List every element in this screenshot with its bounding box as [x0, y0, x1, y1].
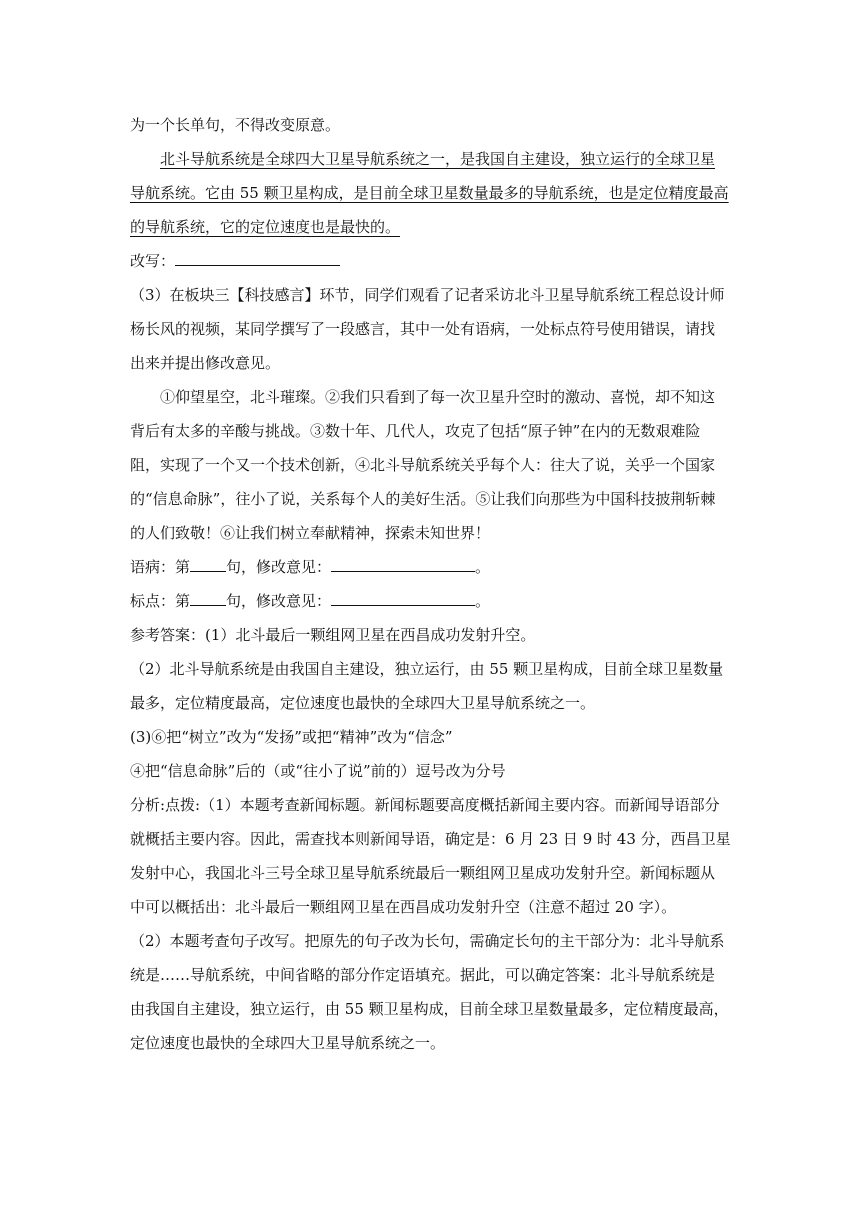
answer-line-2: （2）北斗导航系统是由我国自主建设，独立运行，由 55 颗卫星构成，目前全球卫星数量: [130, 660, 724, 678]
analysis-line-4: 中可以概括出：北斗最后一颗组网卫星在西昌成功发射升空（注意不超过 20 字）。: [130, 898, 677, 916]
grammar-mid: 句，修改意见：: [226, 558, 332, 576]
punct-end: 。: [475, 592, 491, 610]
essay-line-1: ①仰望星空，北斗璀璨。②我们只看到了每一次卫星升空时的激动、喜悦，却不知这: [160, 388, 716, 406]
answer-line-4: (3)⑥把“树立”改为“发扬”或把“精神”改为“信念”: [130, 728, 453, 746]
punct-sentence-blank[interactable]: [190, 591, 226, 606]
analysis-line-7: 由我国自主建设，独立运行，由 55 颗卫星构成，目前全球卫星数量最多，定位精度最高，: [130, 1000, 729, 1018]
grammar-opinion-blank[interactable]: [331, 557, 475, 572]
analysis-line-6: 统是……导航系统，中间省略的部分作定语填充。据此，可以确定答案：北斗导航系统是: [130, 966, 716, 984]
answer-line-1: 参考答案：(1）北斗最后一颗组网卫星在西昌成功发射升空。: [130, 626, 536, 644]
punct-mid: 句，修改意见：: [226, 592, 332, 610]
grammar-fill-line: [130, 550, 740, 584]
essay-line-2: 背后有太多的辛酸与挑战。③数十年、几代人，攻克了包括“原子钟”在内的无数艰难险: [130, 422, 701, 440]
analysis-line-2: 就概括主要内容。因此，需查找本则新闻导语，确定是：6 月 23 日 9 时 43 分，西昌卫星: [130, 830, 731, 848]
document-body: [130, 108, 740, 1060]
answer-line-3: 最多，定位精度最高，定位速度也最快的全球四大卫星导航系统之一。: [130, 694, 596, 712]
punct-pre: 标点：第: [130, 592, 191, 610]
question-3-line-3: 出来并提出修改意见。: [130, 354, 281, 372]
punct-opinion-blank[interactable]: [331, 591, 475, 606]
rewrite-blank[interactable]: [175, 251, 340, 266]
essay-line-4: 的“信息命脉”，往小了说，关系每个人的美好生活。⑤让我们向那些为中国科技披荆斩棘: [130, 490, 716, 508]
grammar-pre: 语病：第: [130, 558, 191, 576]
question-3-line-1: （3）在板块三【科技感言】环节，同学们观看了记者采访北斗卫星导航系统工程总设计师: [130, 286, 725, 304]
essay-line-5: 的人们致敬！⑥让我们树立奉献精神，探索未知世界！: [130, 524, 491, 542]
passage-line-2: 导航系统。它由 55 颗卫星构成，是目前全球卫星数量最多的导航系统，也是定位精度最高: [130, 184, 729, 202]
analysis-line-5: （2）本题考查句子改写。把原先的句子改为长句，需确定长句的主干部分为：北斗导航系: [130, 932, 725, 950]
analysis-line-8: 定位速度也最快的全球四大卫星导航系统之一。: [130, 1034, 446, 1052]
analysis-line-1: 分析:点拨:（1）本题考查新闻标题。新闻标题要高度概括新闻主要内容。而新闻导语部分: [130, 796, 720, 814]
grammar-end: 。: [475, 558, 491, 576]
grammar-sentence-blank[interactable]: [190, 557, 226, 572]
punct-fill-line: [130, 584, 740, 618]
rewrite-line: [130, 244, 740, 278]
essay-line-3: 阻，实现了一个又一个技术创新，④北斗导航系统关乎每个人：往大了说，关乎一个国家: [130, 456, 716, 474]
rewrite-label: 改写：: [130, 252, 176, 270]
passage-line-3: [130, 210, 740, 244]
intro-line: 为一个长单句，不得改变原意。: [130, 116, 341, 134]
question-3-line-2: 杨长风的视频，某同学撰写了一段感言，其中一处有语病，一处标点符号使用错误，请找: [130, 320, 716, 338]
answer-line-5: ④把“信息命脉”后的（或“往小了说”前的）逗号改为分号: [130, 762, 506, 780]
passage-line-1: 北斗导航系统是全球四大卫星导航系统之一，是我国自主建设，独立运行的全球卫星: [160, 150, 716, 168]
passage-line-3-text: 的导航系统，它的定位速度也是最快的。: [130, 218, 401, 236]
analysis-line-3: 发射中心，我国北斗三号全球卫星导航系统最后一颗组网卫星成功发射升空。新闻标题从: [130, 864, 716, 882]
